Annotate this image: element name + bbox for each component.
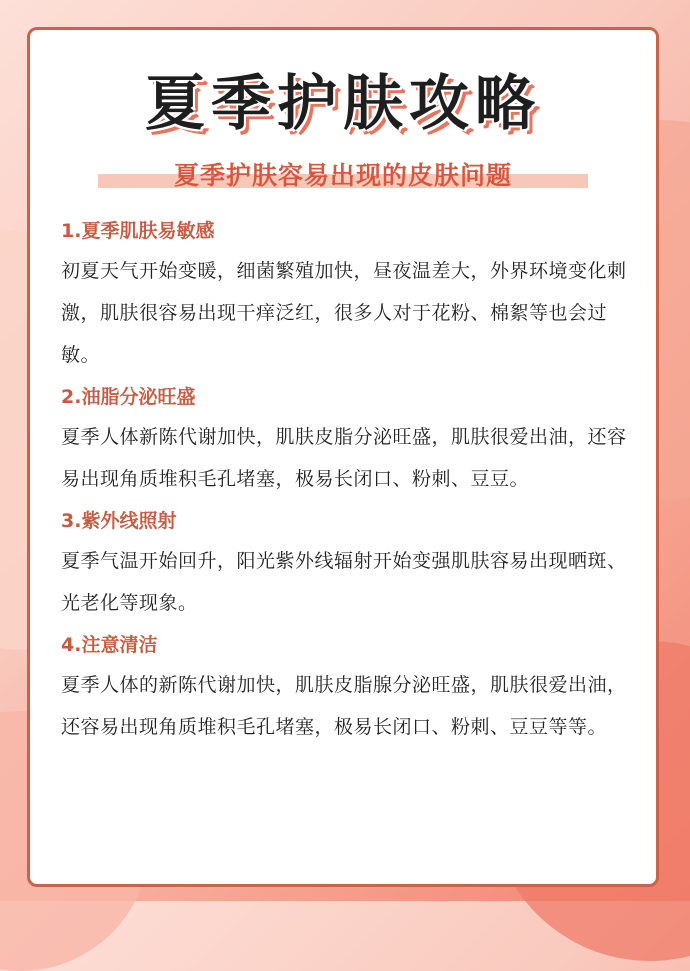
section-heading: 2.油脂分泌旺盛 xyxy=(61,386,196,408)
section-text: 夏季气温开始回升，阳光紫外线辐射开始变强肌肤容易出现晒斑、光老化等现象。 xyxy=(61,550,627,614)
section-heading: 1.夏季肌肤易敏感 xyxy=(61,220,215,242)
section-uv-exposure xyxy=(61,506,632,624)
section-text: 夏季人体新陈代谢加快，肌肤皮脂分泌旺盛，肌肤很爱出油，还容易出现角质堆积毛孔堵塞，极易长闭口、粉刺、豆豆。 xyxy=(61,426,627,490)
subtitle: 夏季护肤容易出现的皮肤问题 xyxy=(173,161,512,190)
section-text: 夏季人体的新陈代谢加快，肌肤皮脂腺分泌旺盛，肌肤很爱出油，还容易出现角质堆积毛孔堵塞，极易长闭口、粉刺、豆豆等等。 xyxy=(61,674,627,738)
section-text: 初夏天气开始变暖，细菌繁殖加快，昼夜温差大，外界环境变化刺激，肌肤很容易出现干痒泛红，很多人对于花粉、棉絮等也会过敏。 xyxy=(61,260,627,366)
subtitle-banner xyxy=(98,156,588,190)
section-cleansing xyxy=(61,630,632,748)
article-body xyxy=(61,216,632,754)
section-sensitive-skin xyxy=(61,216,632,376)
page-title: 夏季护肤攻略 xyxy=(145,69,541,139)
section-heading: 3.紫外线照射 xyxy=(61,510,177,532)
content-card xyxy=(27,27,659,887)
section-oil-secretion xyxy=(61,382,632,500)
section-heading: 4.注意清洁 xyxy=(61,634,158,656)
